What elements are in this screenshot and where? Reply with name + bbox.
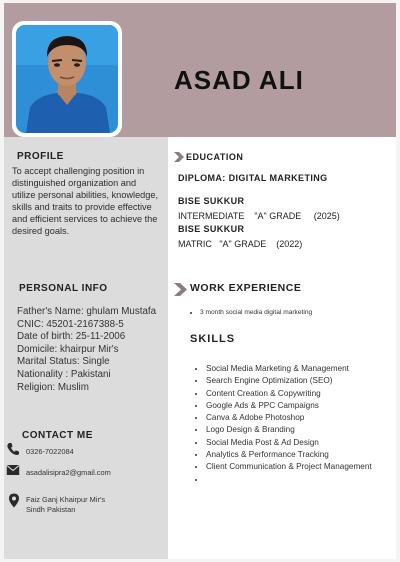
skills-heading: SKILLS bbox=[190, 333, 236, 345]
education-board: BISE SUKKUR bbox=[178, 224, 245, 234]
contact-phone bbox=[6, 442, 166, 458]
profile-photo-frame bbox=[12, 21, 122, 137]
personal-info-item: Nationality : Pakistani bbox=[17, 368, 111, 380]
personal-info-item: Father's Name: ghulam Mustafa bbox=[17, 306, 157, 317]
work-experience-list bbox=[190, 309, 312, 316]
contact-address bbox=[6, 493, 166, 517]
skills-list bbox=[195, 363, 396, 486]
address-line-1: Faiz Ganj Khairpur Mir's bbox=[26, 495, 106, 504]
left-column bbox=[4, 137, 168, 559]
envelope-icon bbox=[6, 464, 20, 476]
address-line-2: Sindh Pakistan bbox=[26, 505, 76, 514]
profile-heading: PROFILE bbox=[17, 151, 64, 162]
education-detail: MATRIC "A" GRADE (2022) bbox=[178, 239, 303, 249]
contact-heading: CONTACT ME bbox=[22, 430, 93, 441]
profile-photo bbox=[16, 25, 118, 133]
location-pin-icon bbox=[8, 493, 20, 508]
education-heading: EDUCATION bbox=[186, 152, 244, 162]
work-experience-heading: WORK EXPERIENCE bbox=[190, 282, 302, 294]
skill-item: • Canva & Adobe Photoshop bbox=[206, 412, 396, 424]
personal-info-item: Date of birth: 25-11-2006 bbox=[17, 331, 126, 343]
contact-email bbox=[6, 464, 166, 478]
education-detail: INTERMEDIATE "A" GRADE (2025) bbox=[178, 211, 340, 221]
personal-info-item: Religion: Muslim bbox=[17, 381, 89, 393]
personal-info-item: Marital Status: Single bbox=[17, 356, 110, 368]
candidate-name: ASAD ALI bbox=[174, 65, 304, 95]
phone-icon bbox=[6, 442, 20, 456]
personal-info-heading: PERSONAL INFO bbox=[19, 283, 108, 294]
work-experience-item: • 3 month social media digital marketing bbox=[200, 309, 312, 316]
skill-item: • Client Communication & Project Management bbox=[206, 461, 396, 473]
skill-item: • Search Engine Optimization (SEO) bbox=[206, 375, 396, 387]
skill-item: • Logo Design & Branding bbox=[206, 424, 396, 436]
skill-item: • Analytics & Performance Tracking bbox=[206, 449, 396, 461]
personal-info-list bbox=[17, 306, 167, 394]
header-band bbox=[4, 3, 396, 137]
personal-info-item: Domicile: khairpur Mir's bbox=[17, 343, 119, 355]
personal-info-item: CNIC: 45201-2167388-5 bbox=[17, 318, 124, 330]
skill-item: • Content Creation & Copywriting bbox=[206, 388, 396, 400]
profile-text: To accept challenging position in distinguished organization and utilize personal abilities, knowledge, skills and traits to provide effective and efficient services to achieve the desired goals. bbox=[12, 166, 159, 237]
phone-number: 0326-7022084 bbox=[26, 447, 74, 456]
email-address: asadalisipra2@gmail.com bbox=[26, 468, 111, 477]
chevron-right-icon bbox=[174, 283, 188, 296]
skill-item bbox=[206, 474, 396, 486]
chevron-right-icon bbox=[174, 152, 185, 162]
profile-photo-illustration bbox=[16, 25, 118, 133]
resume-page bbox=[4, 3, 396, 559]
skill-item: • Social Media Marketing & Management bbox=[206, 363, 396, 375]
skill-item: • Google Ads & PPC Campaigns bbox=[206, 400, 396, 412]
right-column bbox=[168, 137, 396, 559]
education-board: BISE SUKKUR bbox=[178, 196, 245, 206]
education-diploma: DIPLOMA: DIGITAL MARKETING bbox=[178, 173, 328, 183]
skill-item: • Social Media Post & Ad Design bbox=[206, 437, 396, 449]
